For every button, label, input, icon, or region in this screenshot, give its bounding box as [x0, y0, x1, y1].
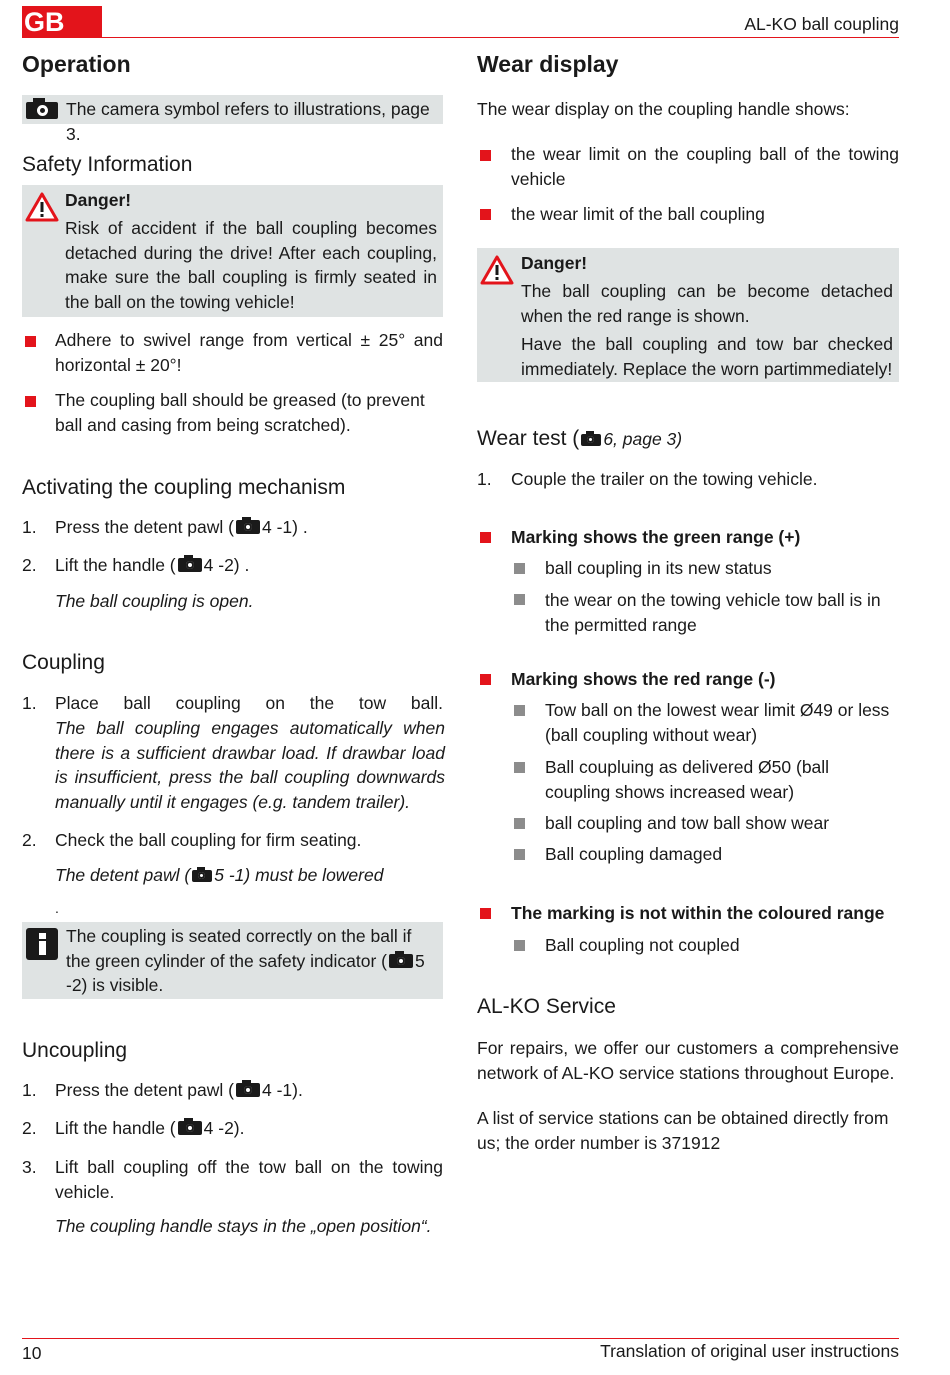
danger-box — [22, 185, 443, 317]
green-item: ball coupling in its new status — [545, 558, 772, 578]
camera-icon — [192, 870, 212, 882]
green-range-title: Marking shows the green range (+) — [511, 527, 801, 547]
service-title: AL-KO Service — [477, 995, 616, 1018]
safety-title: Safety Information — [22, 153, 193, 176]
camera-icon — [236, 520, 260, 534]
stray-dot: . — [55, 900, 59, 916]
wear-limit-coupling: the wear limit of the ball coupling — [511, 204, 765, 224]
sub-bullet-marker — [514, 818, 525, 829]
step-number: 2. — [22, 555, 37, 575]
wear-intro: The wear display on the coupling handle shows: — [477, 99, 850, 119]
red-item: Ball coupluing as delivered Ø50 (ball coupling shows increased wear) — [545, 757, 830, 802]
footer-note: Translation of original user instructions — [600, 1341, 899, 1361]
green-item: the wear on the towing vehicle tow ball is in the permitted range — [545, 590, 881, 635]
sub-bullet-marker — [514, 563, 525, 574]
bullet-marker — [25, 396, 36, 407]
red-range-title: Marking shows the red range (-) — [511, 669, 776, 689]
uncoupling-title: Uncoupling — [22, 1039, 128, 1062]
camera-icon — [581, 434, 601, 446]
step-text: Check the ball coupling for firm seating. — [55, 830, 362, 850]
wear-display-title: Wear display — [477, 51, 619, 77]
sub-bullet-marker — [514, 762, 525, 773]
camera-icon — [178, 558, 202, 572]
camera-icon — [26, 102, 58, 119]
red-item: Tow ball on the lowest wear limit Ø49 or less (ball coupling without wear) — [545, 700, 890, 745]
step-number: 1. — [22, 1080, 37, 1100]
danger-text-2: Have the ball coupling and tow bar checked immediately. Replace the worn partimmediately! — [521, 334, 893, 379]
info-box — [22, 922, 443, 999]
service-text-2: A list of service stations can be obtained directly from us; the order number is 371912 — [477, 1108, 889, 1153]
sub-bullet-marker — [514, 940, 525, 951]
step-number: 2. — [22, 1118, 37, 1138]
activating-title: Activating the coupling mechanism — [22, 476, 346, 499]
sub-bullet-marker — [514, 849, 525, 860]
step-number: 1. — [22, 517, 37, 537]
step-text: Press the detent pawl ( — [55, 517, 234, 537]
step-text: Couple the trailer on the towing vehicle. — [511, 469, 818, 489]
camera-icon — [389, 954, 413, 968]
camera-icon — [178, 1121, 202, 1135]
no-range-title: The marking is not within the coloured range — [511, 903, 885, 923]
bullet-marker — [480, 209, 491, 220]
info-text: The coupling is seated correctly on the ball if the green cylinder of the safety indicator ( 5 -2) is visible. — [66, 926, 425, 995]
warning-icon — [480, 255, 514, 285]
step-number: 1. — [22, 693, 37, 713]
step-number: 2. — [22, 830, 37, 850]
step-ref: 4 -2) . — [203, 555, 250, 575]
bullet-marker — [25, 336, 36, 347]
danger-text-1: The ball coupling can be become detached when the red range is shown. — [521, 281, 893, 326]
step-number: 1. — [477, 469, 492, 489]
camera-icon — [236, 1083, 260, 1097]
step-note: The detent pawl ( 5 -1) must be lowered — [55, 865, 384, 885]
activating-result: The ball coupling is open. — [55, 591, 254, 611]
header-rule — [102, 37, 899, 38]
sub-bullet-marker — [514, 705, 525, 716]
step-text: Lift the handle ( — [55, 555, 176, 575]
page-number: 10 — [22, 1343, 42, 1363]
camera-note-text: The camera symbol refers to illustrations, page 3. — [66, 99, 430, 144]
operation-title: Operation — [22, 51, 131, 77]
wear-test-title: Wear test ( 6, page 3) — [477, 427, 683, 450]
language-badge: GB — [22, 6, 102, 38]
red-item: ball coupling and tow ball show wear — [545, 813, 830, 833]
step-number: 3. — [22, 1157, 37, 1177]
info-icon — [26, 928, 58, 960]
step-note: The coupling handle stays in the „open position“. — [55, 1216, 432, 1236]
step-text: Lift ball coupling off the tow ball on the towing vehicle. — [55, 1157, 443, 1202]
warning-icon — [25, 192, 59, 222]
danger-text: Risk of accident if the ball coupling becomes detached during the drive! After each coupling, make sure the ball coupling is firmly seated in the ball on the towing vehicle! — [65, 218, 437, 312]
danger-box — [477, 248, 899, 382]
no-range-item: Ball coupling not coupled — [545, 935, 740, 955]
bullet-marker — [480, 908, 491, 919]
bullet-marker — [480, 150, 491, 161]
header-title: AL-KO ball coupling — [744, 14, 899, 34]
danger-label: Danger! — [65, 190, 132, 210]
red-item: Ball coupling damaged — [545, 844, 723, 864]
camera-note-box — [22, 95, 443, 144]
danger-label: Danger! — [521, 253, 588, 273]
bullet-swivel: Adhere to swivel range from vertical ± 25° and horizontal ± 20°! — [55, 330, 443, 375]
step-ref: 4 -1) . — [261, 517, 308, 537]
bullet-marker — [480, 532, 491, 543]
bullet-marker — [480, 674, 491, 685]
sub-bullet-marker — [514, 594, 525, 605]
step-note: The ball coupling engages automatically when there is a sufficient drawbar load. If drawbar load is insufficient, press the ball coupling downwards manually until it engages (e.g. tandem trailer). — [55, 718, 445, 812]
coupling-title: Coupling — [22, 651, 105, 674]
wear-limit-ball: the wear limit on the coupling ball of the towing vehicle — [511, 144, 899, 189]
service-text-1: For repairs, we offer our customers a comprehensive network of AL-KO service stations throughout Europe. — [477, 1038, 899, 1083]
step-text: Place ball coupling on the tow ball. — [55, 693, 443, 713]
bullet-grease: The coupling ball should be greased (to prevent ball and casing from being scratched). — [55, 390, 425, 435]
